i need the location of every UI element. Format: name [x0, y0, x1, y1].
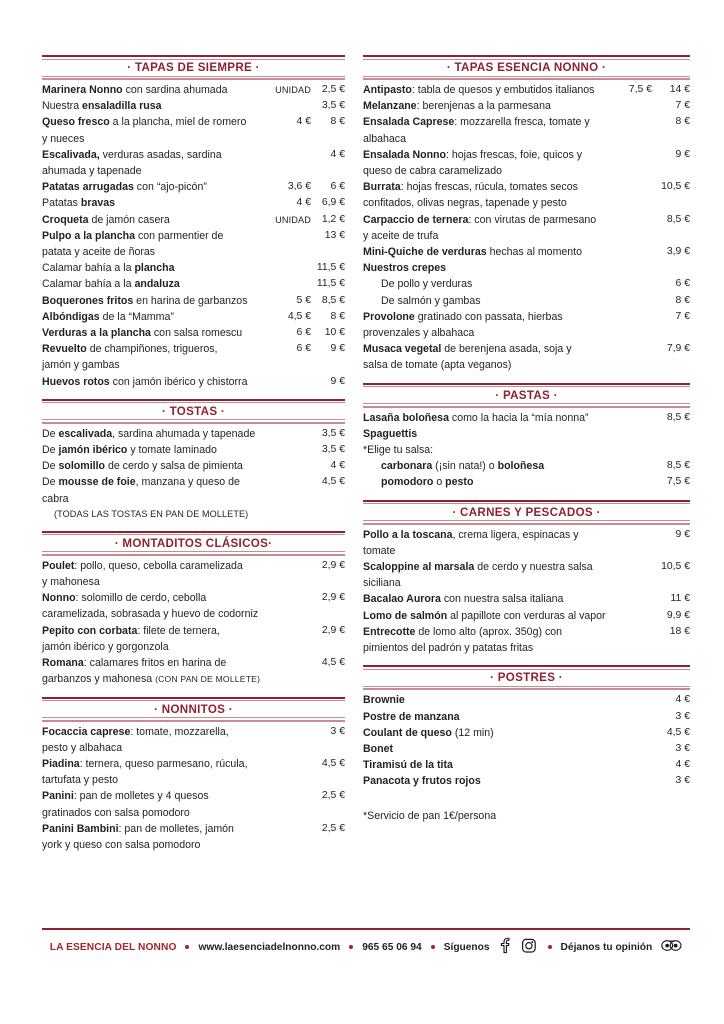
menu-item-description: Bonet [363, 742, 394, 755]
menu-item-description: Spaguettis [363, 427, 418, 440]
section-items [363, 690, 690, 823]
menu-column-right [363, 55, 690, 833]
menu-item [363, 757, 690, 773]
menu-item [42, 623, 345, 639]
menu-item-description: Tiramisú de la tita [363, 759, 453, 772]
menu-item-price: 14 € [669, 84, 690, 95]
menu-item [42, 788, 345, 804]
section-items [363, 408, 690, 491]
menu-item [42, 147, 345, 163]
menu-item [42, 212, 345, 228]
menu-item [42, 341, 345, 357]
menu-item [42, 756, 345, 772]
menu-item [363, 114, 690, 130]
menu-item [42, 293, 345, 309]
menu-item [42, 195, 345, 211]
menu-item-price: 2,5 € [321, 84, 345, 95]
menu-item-price: 8 € [675, 294, 690, 306]
section-note: (TODAS LAS TOSTAS EN PAN DE MOLLETE) [54, 508, 249, 519]
section-tapas-esencia-nonno [363, 55, 690, 374]
menu-item-price: 13 € [324, 229, 345, 241]
menu-item-price: 6,9 € [321, 197, 345, 209]
menu-item-description: Scaloppine al marsala de cerdo y nuestra salsa [363, 561, 593, 574]
menu-item-price: 7,5 € [666, 476, 690, 488]
section-header-montaditos-clasicos [42, 531, 345, 556]
menu-item [363, 410, 690, 426]
menu-item-continuation [42, 639, 345, 655]
menu-item [363, 179, 690, 195]
menu-item-description: Lasaña boloñesa como la hacia la “mía nonna” [363, 411, 589, 424]
facebook-icon[interactable] [499, 937, 512, 957]
menu-item-description: Pepito con corbata: filete de ternera, [42, 624, 220, 637]
section-title: · TAPAS ESENCIA NONNO · [446, 61, 607, 74]
menu-item [42, 474, 345, 506]
footer-phone[interactable]: 965 65 06 94 [362, 941, 422, 953]
menu-item-price: 9 € [675, 528, 690, 540]
menu-column-left [42, 55, 345, 862]
menu-item-description: Huevos rotos con jamón ibérico y chistorra [42, 375, 248, 388]
menu-item-description: Albóndigas de la “Mamma” [42, 310, 174, 323]
menu-item [42, 82, 345, 98]
menu-item [42, 276, 345, 292]
menu-item-price: 2,9 € [321, 559, 345, 571]
menu-item-description-continued: tartufata y pesto [42, 774, 118, 787]
menu-item-description-continued: patata y aceite de ñoras [42, 246, 156, 259]
menu-item-description: Panini Bambini: pan de molletes, jamón [42, 822, 234, 835]
menu-item-continuation [42, 357, 345, 373]
menu-item-continuation [42, 671, 345, 687]
menu-item-description: Focaccia caprese: tomate, mozzarella, [42, 725, 229, 738]
menu-item-description: Lomo de salmón al papillote con verduras al vapor [363, 609, 606, 622]
menu-grid [42, 55, 690, 862]
menu-item-description: Ensalada Nonno: hojas frescas, foie, quicos y [363, 148, 583, 161]
menu-item-description: Patatas bravas [42, 197, 116, 210]
section-header-postres [363, 665, 690, 690]
menu-item [363, 458, 690, 474]
menu-item [363, 474, 690, 490]
menu-item [363, 212, 690, 228]
menu-item [363, 293, 690, 309]
menu-item-description: De pollo y verduras [381, 278, 473, 291]
footer-website[interactable]: www.laesenciadelnonno.com [198, 941, 341, 953]
menu-item [363, 709, 690, 725]
section-title: · TOSTAS · [161, 404, 226, 418]
menu-item-price: 4,5 € [321, 757, 345, 769]
menu-item-description: Panini: pan de molletes y 4 quesos [42, 790, 209, 803]
menu-item-continuation [363, 357, 690, 373]
menu-item [363, 559, 690, 575]
menu-item [42, 458, 345, 474]
menu-item-continuation [363, 640, 690, 656]
menu-item-description: Ensalada Caprese: mozzarella fresca, tomate y [363, 116, 590, 129]
menu-item-description-continued: pesto y albahaca [42, 741, 123, 754]
menu-item-continuation [42, 805, 345, 821]
menu-item-price-half: UNIDAD [275, 214, 311, 225]
menu-item-continuation [363, 195, 690, 211]
menu-item-continuation [42, 244, 345, 260]
section-title: · TAPAS DE SIEMPRE · [127, 61, 260, 74]
section-items [42, 556, 345, 688]
menu-item-price: 4,5 € [321, 476, 345, 488]
menu-item-price-half: 6 € [296, 327, 311, 339]
menu-item-price: 8 € [330, 116, 345, 128]
menu-item-description: Romana: calamares fritos en harina de [42, 657, 227, 670]
menu-item [363, 624, 690, 640]
footer [42, 928, 690, 957]
menu-item-description: De salmón y gambas [381, 294, 481, 307]
menu-item-price-half: 5 € [296, 294, 311, 306]
menu-item-price-half: 3,6 € [287, 181, 311, 193]
separator-dot [349, 945, 353, 949]
menu-item [42, 325, 345, 341]
menu-item-description: Panacota y frutos rojos [363, 775, 481, 788]
menu-item-description: Calamar bahía a la andaluza [42, 278, 180, 291]
menu-item-description-continued: y aceite de trufa [363, 229, 439, 242]
menu-item [42, 821, 345, 837]
menu-item [363, 276, 690, 292]
menu-item-price: 8,5 € [666, 213, 690, 225]
menu-item-continuation [42, 163, 345, 179]
menu-item-price: 3,5 € [321, 427, 345, 439]
service-note: *Servicio de pan 1€/persona [363, 809, 497, 822]
separator-dot [185, 945, 189, 949]
menu-item-price: 2,9 € [321, 592, 345, 604]
section-items [42, 424, 345, 522]
menu-item-price: 4 € [675, 759, 690, 771]
menu-item-price: 7,9 € [666, 343, 690, 355]
menu-item-continuation [42, 772, 345, 788]
menu-item-description: Bacalao Aurora con nuestra salsa italiana [363, 593, 564, 606]
menu-item-price: 18 € [669, 625, 690, 637]
menu-item-description: Boquerones fritos en harina de garbanzos [42, 294, 248, 307]
menu-item-price: 3,9 € [666, 246, 690, 258]
section-title: · POSTRES · [490, 671, 563, 685]
menu-item [42, 260, 345, 276]
section-title: · MONTADITOS CLÁSICOS· [114, 536, 273, 550]
menu-item-description-continued: york y queso con salsa pomodoro [42, 838, 201, 851]
menu-item-price: 4,5 € [321, 657, 345, 669]
menu-item-price: 8,5 € [321, 294, 345, 306]
section-header-pastas [363, 383, 690, 408]
menu-item-description: Nuestros crepes [363, 262, 447, 275]
menu-item-description: Brownie [363, 694, 405, 707]
menu-item [363, 442, 690, 458]
section-header-tapas-de-siempre [42, 55, 345, 80]
section-postres [363, 665, 690, 823]
menu-item-price: 7 € [675, 310, 690, 322]
separator-dot [548, 945, 552, 949]
menu-item-price: 11,5 € [316, 278, 345, 290]
menu-item-price: 2,5 € [321, 790, 345, 802]
menu-item-price: 4 € [330, 148, 345, 160]
menu-item-continuation [363, 228, 690, 244]
section-items [42, 722, 345, 854]
menu-item [363, 82, 690, 98]
menu-item-description: *Elige tu salsa: [363, 444, 434, 457]
menu-item-price: 2,9 € [321, 624, 345, 636]
menu-item-description: Croqueta de jamón casera [42, 213, 170, 226]
menu-item-price: 2,5 € [321, 822, 345, 834]
menu-item-continuation [42, 574, 345, 590]
menu-item-price: 10 € [324, 327, 345, 339]
menu-item-description: Calamar bahía a la plancha [42, 262, 175, 275]
menu-item [42, 228, 345, 244]
menu-item-description: Musaca vegetal de berenjena asada, soja y [363, 343, 572, 356]
menu-item-price: 6 € [330, 181, 345, 193]
menu-item-description: Coulant de queso (12 min) [363, 726, 494, 739]
menu-item-continuation [42, 131, 345, 147]
menu-item [42, 114, 345, 130]
menu-item-price: 9 € [675, 148, 690, 160]
menu-item-description: Queso fresco a la plancha, miel de romero [42, 116, 247, 129]
menu-item-continuation [42, 740, 345, 756]
menu-item-description-continued: tomate [363, 544, 396, 557]
menu-item-description: Escalivada, verduras asadas, sardina [42, 148, 222, 161]
menu-item-continuation [363, 131, 690, 147]
menu-item [42, 426, 345, 442]
menu-item-price: 3,5 € [321, 100, 345, 112]
menu-item-description: Entrecotte de lomo alto (aprox. 350g) con [363, 625, 563, 638]
menu-item-description: Poulet: pollo, queso, cebolla caramelizada [42, 559, 243, 572]
menu-item-description: Mini-Quiche de verduras hechas al momento [363, 246, 583, 259]
menu-item-description: pomodoro o pesto [381, 476, 474, 489]
menu-item-price: 3,5 € [321, 444, 345, 456]
menu-item-price-half: 4 € [296, 197, 311, 209]
menu-item [42, 655, 345, 671]
menu-item [363, 98, 690, 114]
section-items [363, 525, 690, 657]
menu-item [42, 98, 345, 114]
menu-item-price: 9,9 € [666, 609, 690, 621]
menu-item-description: Patatas arrugadas con “ajo-picón” [42, 181, 207, 194]
section-header-carnes-y-pescados [363, 500, 690, 525]
menu-item-price: 3 € [675, 775, 690, 787]
menu-item-price-half: UNIDAD [275, 85, 311, 95]
menu-item-description: De solomillo de cerdo y salsa de pimienta [42, 460, 243, 473]
instagram-icon[interactable] [521, 937, 537, 957]
menu-item [363, 591, 690, 607]
menu-item [363, 309, 690, 325]
menu-item-description: Revuelto de champiñones, trigueros, [42, 343, 218, 356]
menu-item-description: Postre de manzana [363, 710, 460, 723]
menu-item-description-continued: queso de cabra caramelizado [363, 165, 502, 178]
section-title: · CARNES Y PESCADOS · [452, 505, 601, 519]
menu-item-price: 4,5 € [666, 726, 690, 738]
menu-item [363, 608, 690, 624]
separator-dot [431, 945, 435, 949]
menu-item-price-half: 4 € [296, 116, 311, 128]
menu-item-description: Verduras a la plancha con salsa romescu [42, 327, 243, 340]
menu-item-description-continued: gratinados con salsa pomodoro [42, 806, 190, 819]
menu-item-price: 8 € [675, 116, 690, 128]
menu-item-continuation [42, 837, 345, 853]
menu-item-price-half: 4,5 € [287, 310, 311, 322]
menu-item-continuation [363, 163, 690, 179]
menu-item [363, 527, 690, 543]
section-items [42, 80, 345, 390]
section-header-nonnitos [42, 697, 345, 722]
menu-item [363, 725, 690, 741]
menu-item-description-continued: salsa de tomate (apta veganos) [363, 359, 512, 372]
menu-item-continuation [42, 606, 345, 622]
menu-item-price: 7 € [675, 100, 690, 112]
menu-item [363, 341, 690, 357]
section-title: · NONNITOS · [154, 702, 233, 716]
menu-item-price: 11 € [670, 593, 690, 605]
menu-item-description-continued: jamón y gambas [42, 359, 120, 372]
menu-item-description-continued: garbanzos y mahonesa (CON PAN DE MOLLETE) [42, 673, 261, 686]
menu-item-description: Nonno: solomillo de cerdo, cebolla [42, 592, 207, 605]
menu-item-description-continued: y mahonesa [42, 576, 100, 589]
section-montaditos-clasicos [42, 531, 345, 688]
menu-item-price: 10,5 € [661, 181, 690, 193]
menu-item [363, 692, 690, 708]
section-tapas-de-siempre [42, 55, 345, 390]
menu-item-description: Nuestra ensaladilla rusa [42, 100, 162, 113]
section-header-tostas [42, 399, 345, 424]
section-items [363, 80, 690, 374]
menu-item [363, 426, 690, 442]
menu-item [42, 309, 345, 325]
menu-item [363, 741, 690, 757]
menu-item-price: 11,5 € [316, 262, 345, 274]
menu-item-description: Piadina: ternera, queso parmesano, rúcula, [42, 757, 248, 770]
menu-item-continuation [363, 575, 690, 591]
menu-item-description: Pulpo a la plancha con parmentier de [42, 229, 224, 242]
menu-item-description: De mousse de foie, manzana y queso de cabra [42, 476, 240, 505]
menu-item [363, 244, 690, 260]
menu-item-price: 1,2 € [321, 213, 345, 225]
section-header-tapas-esencia-nonno [363, 55, 690, 80]
menu-item-price-half: 6 € [296, 343, 311, 355]
menu-item [42, 724, 345, 740]
section-pastas [363, 383, 690, 491]
menu-item-price: 8 € [330, 310, 345, 322]
menu-item-description-continued: provenzales y albahaca [363, 327, 475, 340]
menu-item-price: 9 € [330, 375, 345, 387]
section-carnes-y-pescados [363, 500, 690, 657]
menu-item-continuation [363, 325, 690, 341]
footer-brand: LA ESENCIA DEL NONNO [49, 941, 177, 953]
section-nonnitos [42, 697, 345, 854]
menu-item-description-continued: siciliana [363, 577, 401, 590]
menu-item [42, 558, 345, 574]
menu-item-price-half: 7,5 € [628, 84, 652, 95]
menu-item-description: Marinera Nonno con sardina ahumada [42, 84, 228, 96]
menu-item-price: 3 € [675, 742, 690, 754]
footer-follow-label: Síguenos [443, 941, 490, 953]
menu-item [42, 374, 345, 390]
menu-item-price: 9 € [330, 343, 345, 355]
tripadvisor-icon[interactable] [661, 939, 682, 955]
menu-item-description: Pollo a la toscana, crema ligera, espinacas y [363, 528, 579, 541]
menu-item-description-continued: caramelizada, sobrasada y huevo de codorniz [42, 608, 259, 621]
footer-review-label: Déjanos tu opinión [560, 941, 653, 953]
menu-item-price: 4 € [330, 460, 345, 472]
menu-item-continuation [363, 543, 690, 559]
menu-item-description: carbonara (¡sin nata!) o boloñesa [381, 460, 545, 473]
menu-item [363, 260, 690, 276]
menu-item-price: 6 € [675, 278, 690, 290]
menu-item-description-continued: y nueces [42, 132, 85, 145]
section-title: · PASTAS · [495, 388, 558, 402]
menu-item [42, 442, 345, 458]
footer-contact-bar [42, 937, 690, 957]
menu-item [363, 773, 690, 789]
menu-item-description-continued: pimientos del padrón y patatas fritas [363, 642, 534, 655]
menu-item [42, 590, 345, 606]
menu-item-description: Melanzane: berenjenas a la parmesana [363, 100, 551, 113]
menu-item-description: De escalivada, sardina ahumada y tapenade [42, 427, 256, 440]
menu-item-description-continued: ahumada y tapenade [42, 165, 142, 178]
menu-item [42, 179, 345, 195]
menu-item-price: 10,5 € [661, 561, 690, 573]
menu-item-description: Antipasto: tabla de quesos y embutidos italianos [363, 84, 595, 96]
menu-item-price: 3 € [675, 710, 690, 722]
menu-item-price: 8,5 € [666, 460, 690, 472]
section-tostas [42, 399, 345, 522]
menu-item-description-continued: albahaca [363, 132, 407, 145]
menu-item-note-smallcaps: (CON PAN DE MOLLETE) [155, 674, 261, 685]
menu-item-description: Provolone gratinado con passata, hierbas [363, 310, 563, 323]
menu-item-description: De jamón ibérico y tomate laminado [42, 444, 217, 457]
menu-item-description: Carpaccio de ternera: con virutas de parmesano [363, 213, 597, 226]
menu-item-price: 3 € [330, 725, 345, 737]
menu-item-price: 8,5 € [666, 411, 690, 423]
menu-item-description: Burrata: hojas frescas, rúcula, tomates secos [363, 181, 578, 194]
menu-item [363, 147, 690, 163]
menu-item-description-continued: confitados, olivas negras, tapenade y pesto [363, 197, 567, 210]
menu-item-price: 4 € [675, 694, 690, 706]
menu-item-description-continued: jamón ibérico y gorgonzola [42, 640, 169, 653]
